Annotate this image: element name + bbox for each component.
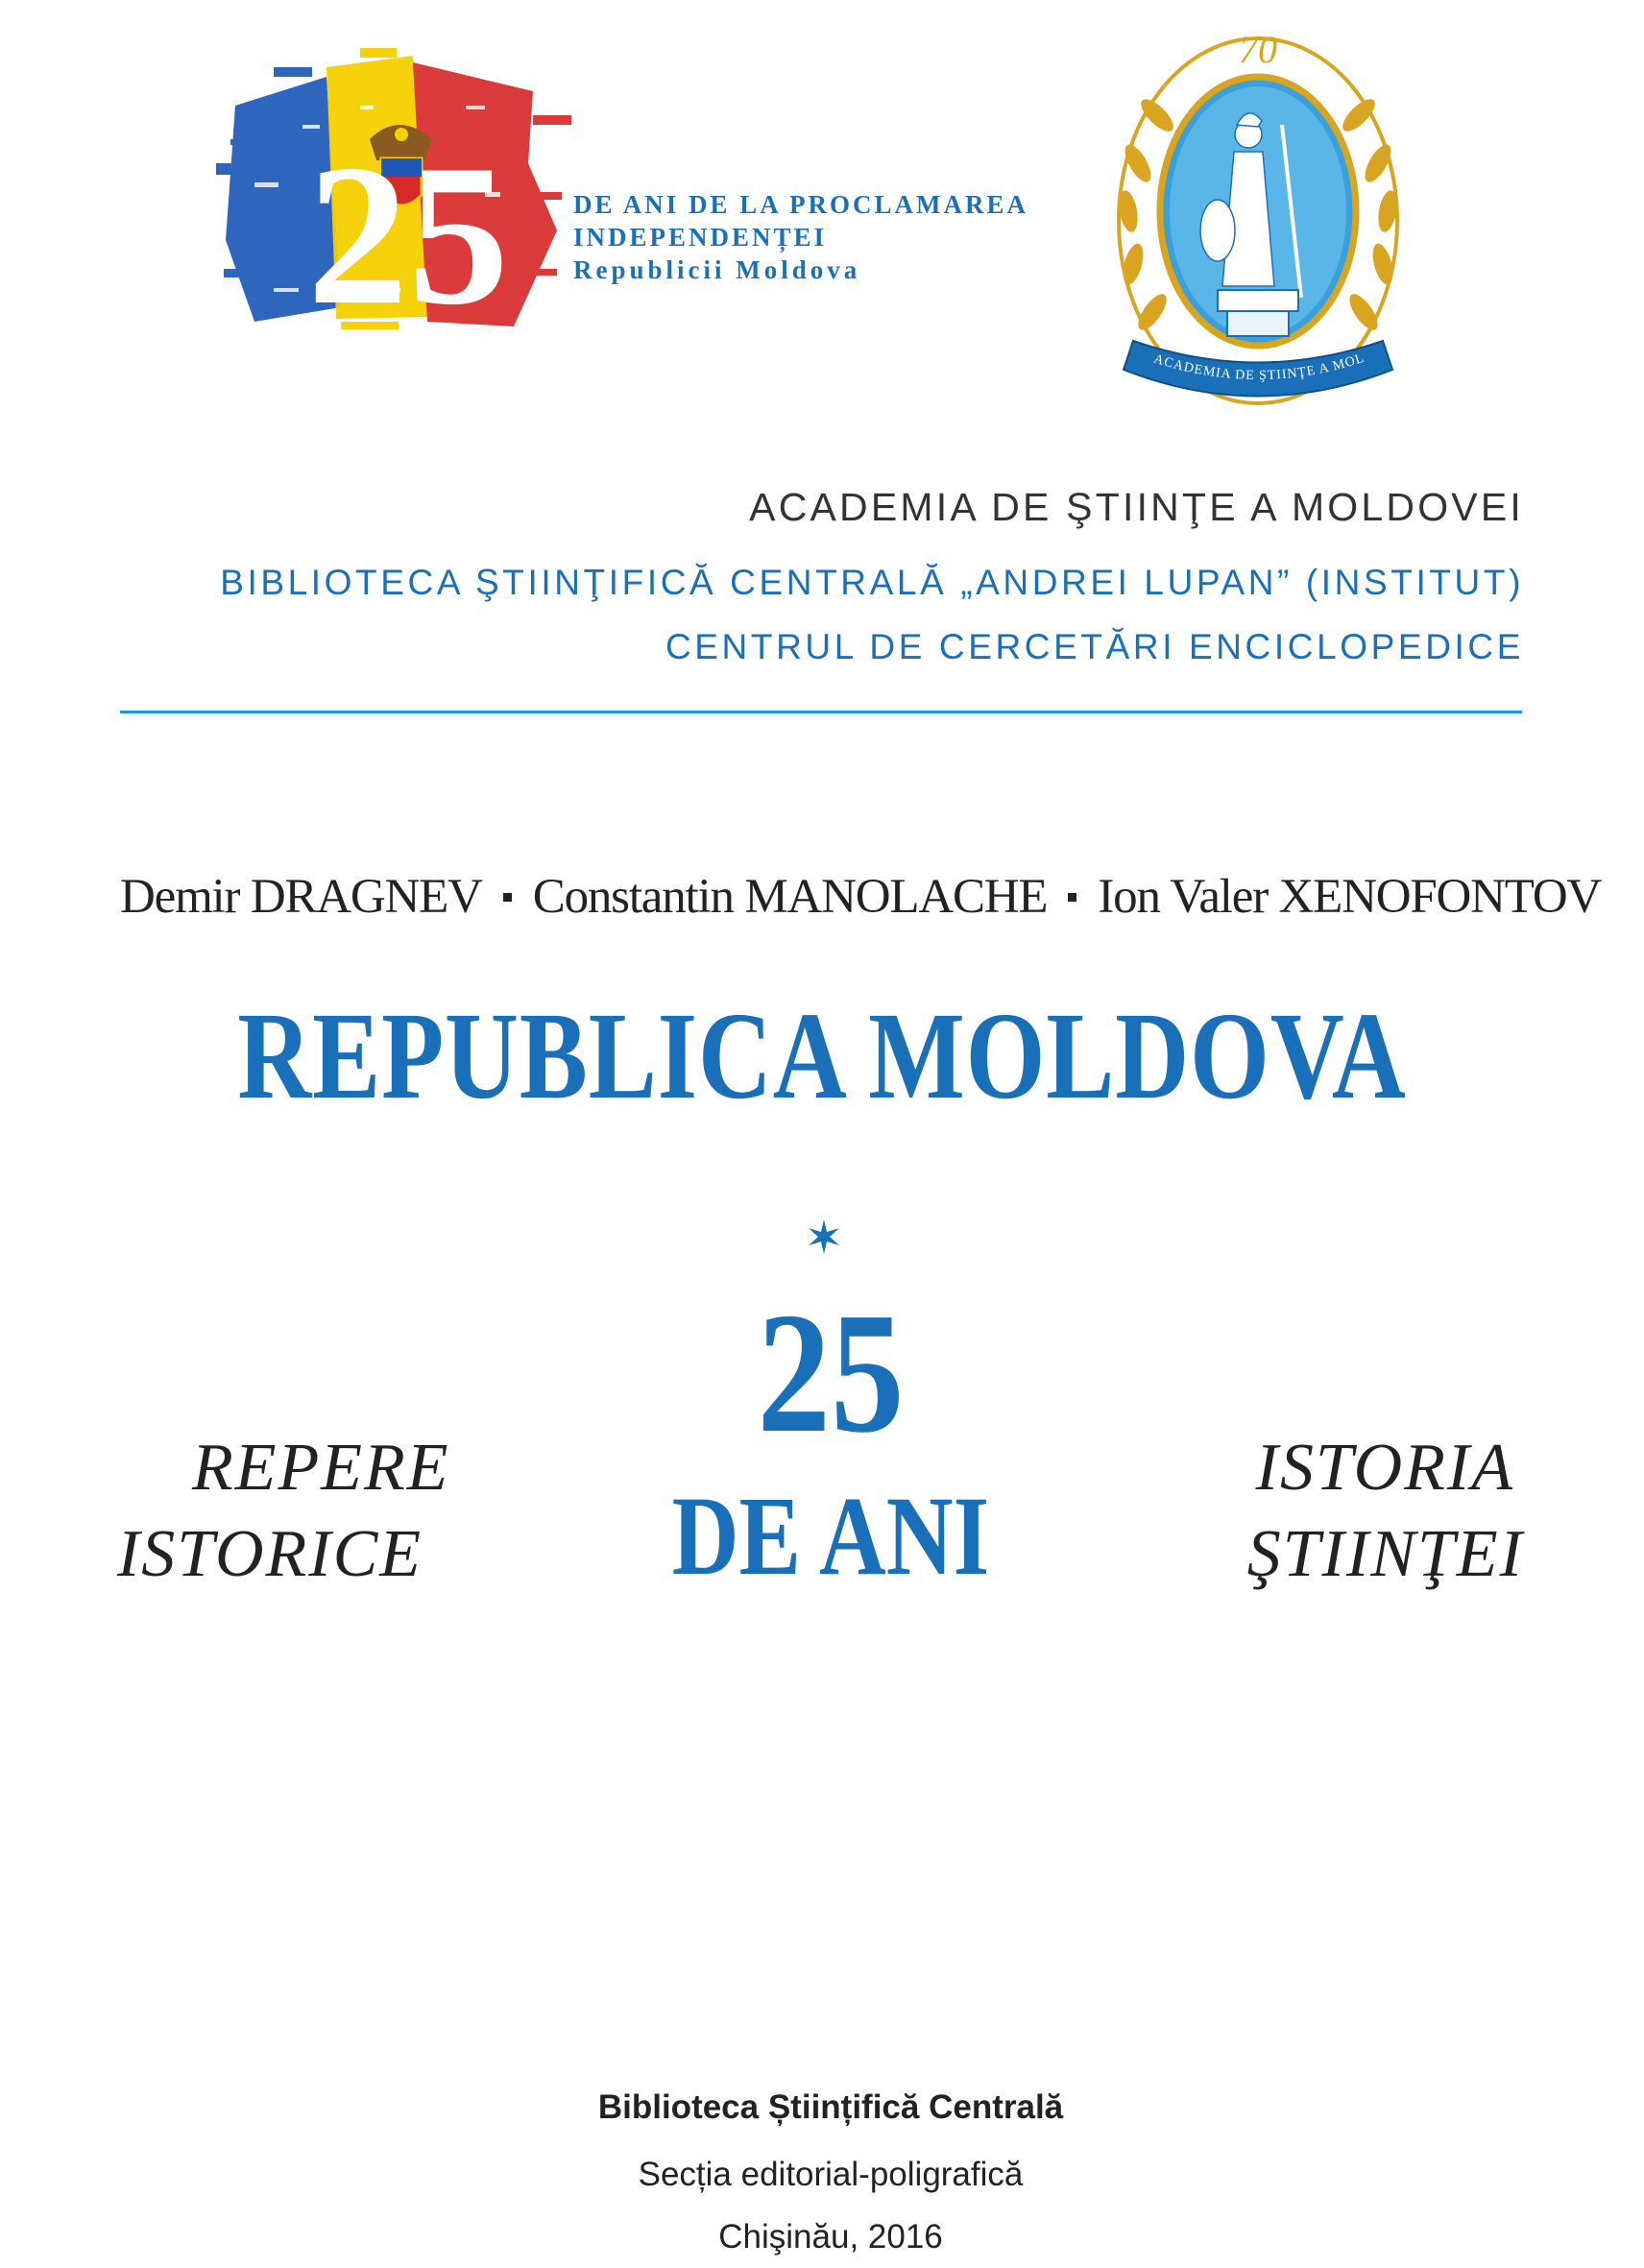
emblem-number: 70 [1239,28,1277,71]
authors-line [120,869,1602,925]
anniversary-number: 25 [757,1277,905,1468]
logo-caption-line-1: DE ANI DE LA PROCLAMAREA [573,190,1029,219]
author-separator [1068,893,1076,902]
publisher-name: Biblioteca Științifică Centrală [597,2088,1064,2126]
anniversary-subtitle: DE ANI [671,1473,990,1599]
research-center-name: CENTRUL DE CERCETĂRI ENCICLOPEDICE [665,627,1524,666]
logo-number: 25 [307,124,509,336]
independence-25-logo [216,48,600,336]
logo-caption-line-2: INDEPENDENȚEI [573,223,828,252]
header-divider [120,711,1522,713]
academy-name: ACADEMIA DE ŞTIINŢE A MOLDOVEI [749,485,1524,529]
star-ornament-icon [805,1218,843,1256]
academy-emblem-icon [1104,19,1412,422]
left-tag-line-1: REPERE [192,1431,450,1505]
flag-brush-icon [216,48,600,336]
publisher-department: Secția editorial-poligrafică [638,2156,1024,2193]
publication-place-year: Chişinău, 2016 [718,2218,943,2256]
right-tag-line-1: ISTORIA [1255,1431,1514,1505]
emblem-ribbon-text: ACADEMIA DE ŞTIINŢE A MOL [1151,350,1366,384]
library-name: BIBLIOTECA ŞTIINŢIFICĂ CENTRALĂ „ANDREI LUPAN” (INSTITUT) [220,563,1524,602]
logo-caption-line-3: Republicii Moldova [573,255,861,284]
right-tag-line-2: ŞTIINŢEI [1246,1517,1524,1591]
book-title: REPUBLICA MOLDOVA [237,987,1407,1125]
author-name: Demir DRAGNEV [120,870,482,924]
author-name: Constantin MANOLACHE [532,870,1048,924]
left-tag-line-2: ISTORICE [117,1517,423,1591]
author-name: Ion Valer XENOFONTOV [1098,870,1602,924]
logo-caption [573,188,1029,286]
author-separator [503,893,512,902]
academy-emblem [1104,19,1412,422]
